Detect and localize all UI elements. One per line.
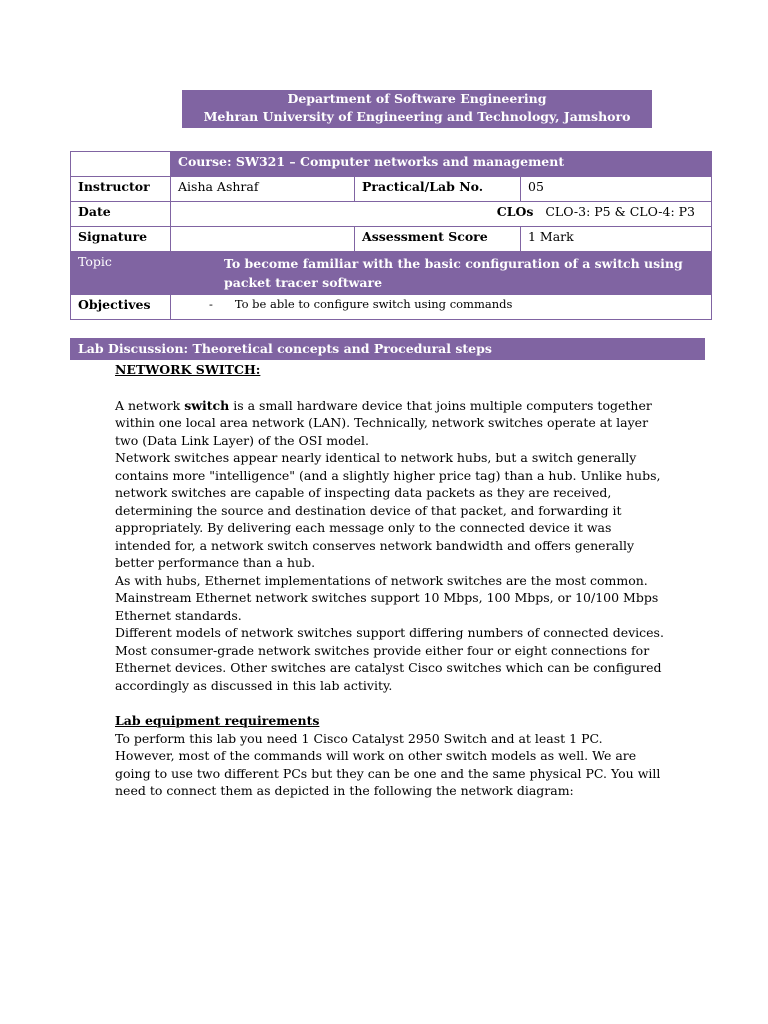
paragraph-3: As with hubs, Ethernet implementations of network switches are the most common. Mainstream Ethernet network switches support 10 Mbps, 100 Mbps, or 10/100 Mbps Ethernet standards. <box>115 572 659 623</box>
topic-value: To become familiar with the basic configuration of a switch using packet tracer software <box>171 252 712 295</box>
paragraph-1-bold: switch <box>184 397 230 413</box>
instructor-value: Aisha Ashraf <box>171 177 355 202</box>
paragraph-5: To perform this lab you need 1 Cisco Catalyst 2950 Switch and at least 1 PC. However, most of the commands will work on other switch models as well. We are going to use two different PCs but they can be one and the same physical PC. You will need to connect them as depicted in the following the network diagram: <box>115 730 661 798</box>
lab-equipment-heading: Lab equipment requirements <box>115 713 320 728</box>
paragraph-4: Different models of network switches support differing numbers of connected devices. Most consumer-grade network switches provide either four or eight connections for Ethernet devices. Other switches are catalyst Cisco switches which can be configured accordingly as discussed in this lab activity. <box>115 625 664 693</box>
objectives-dash: - <box>209 297 213 311</box>
network-switch-heading: NETWORK SWITCH: <box>115 362 261 377</box>
department-name: Department of Software Engineering <box>287 91 547 106</box>
lab-number-value: 05 <box>521 177 712 202</box>
lab-discussion-bar: Lab Discussion: Theoretical concepts and Procedural steps <box>70 338 705 360</box>
paragraph-1 <box>115 397 665 450</box>
clos-cell <box>171 202 712 227</box>
signature-label: Signature <box>71 227 171 252</box>
lab-discussion-body <box>115 361 665 800</box>
instructor-label: Instructor <box>71 177 171 202</box>
date-label: Date <box>71 202 171 227</box>
department-header <box>182 90 652 128</box>
course-info-table <box>70 151 712 320</box>
topic-label: Topic <box>71 252 171 295</box>
course-title: Course: SW321 – Computer networks and management <box>171 152 712 177</box>
assessment-score-value: 1 Mark <box>521 227 712 252</box>
university-name: Mehran University of Engineering and Technology, Jamshoro <box>203 109 631 124</box>
objectives-label: Objectives <box>71 295 171 320</box>
objectives-cell <box>171 295 712 320</box>
paragraph-2: Network switches appear nearly identical to network hubs, but a switch generally contains more "intelligence" (and a slightly higher price tag) than a hub. Unlike hubs, network switches are capable of inspecting data packets as they are received, determining the source and destination device of that packet, and forwarding it appropriately. By delivering each message only to the connected device it was intended for, a network switch conserves network bandwidth and offers generally better performance than a hub. <box>115 450 661 570</box>
clos-label: CLOs <box>496 204 534 219</box>
lab-number-label: Practical/Lab No. <box>355 177 521 202</box>
objectives-value: To be able to configure switch using commands <box>234 297 513 311</box>
assessment-score-label: Assessment Score <box>355 227 521 252</box>
signature-value <box>171 227 355 252</box>
clos-value: CLO-3: P5 & CLO-4: P3 <box>545 204 696 219</box>
paragraph-1-post: is a small hardware device that joins multiple computers together within one local area network (LAN). Technically, network switches operate at layer two (Data Link Layer) of the OSI model. <box>115 397 652 448</box>
paragraph-1-pre: A network <box>115 397 185 413</box>
